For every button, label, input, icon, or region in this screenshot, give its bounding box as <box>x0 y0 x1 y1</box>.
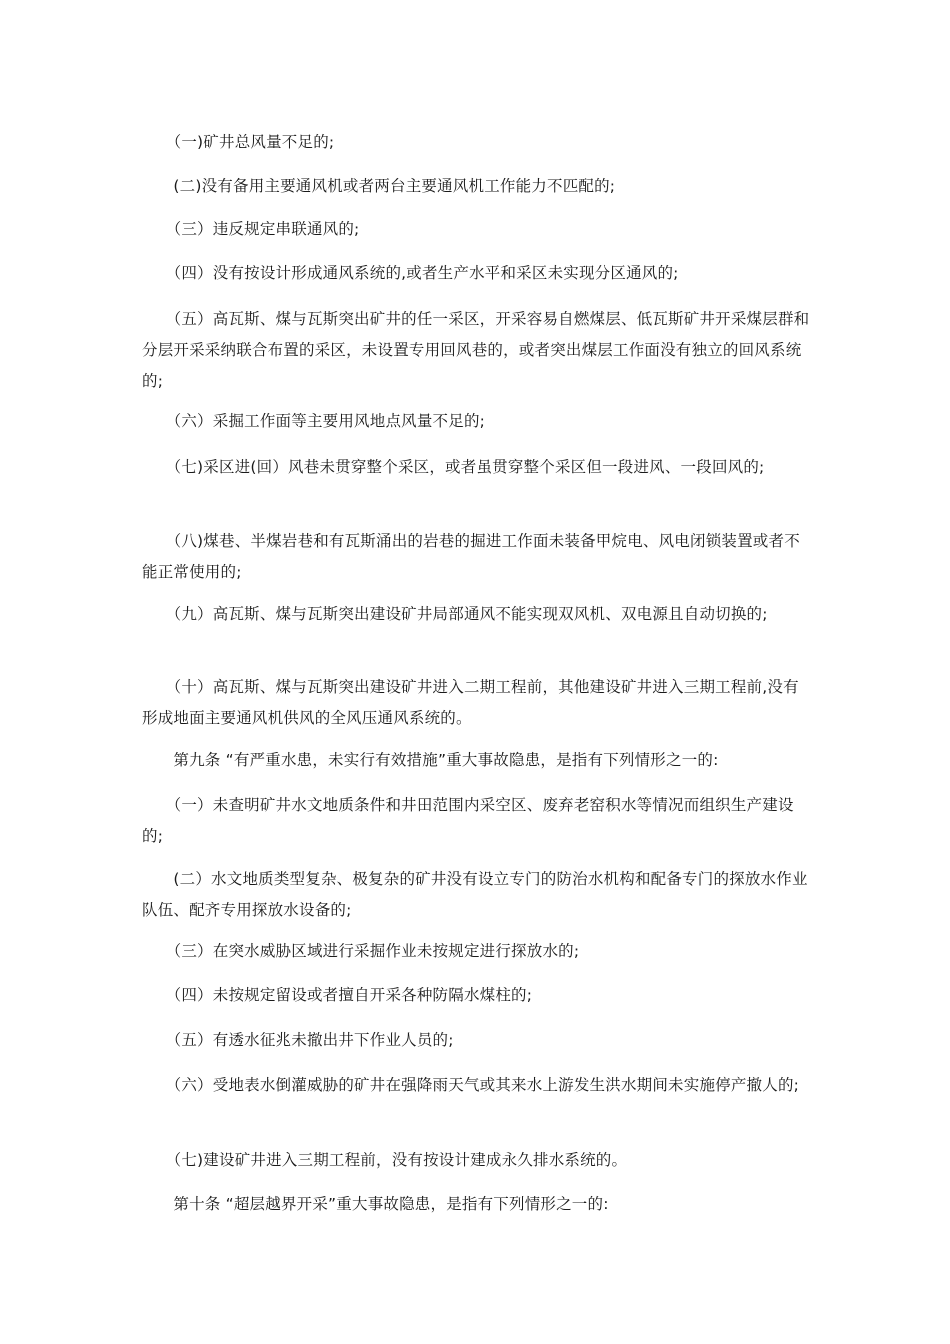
paragraph: （七)采区进(回）风巷未贯穿整个采区，或者虽贯穿整个采区但一段进风、一段回风的; <box>142 458 765 476</box>
paragraph: （四）没有按设计形成通风系统的,或者生产水平和采区未实现分区通风的; <box>142 264 679 282</box>
paragraph: 第十条 “超层越界开采”重大事故隐患，是指有下列情形之一的: <box>142 1195 609 1213</box>
paragraph: （六）采掘工作面等主要用风地点风量不足的; <box>142 412 486 430</box>
paragraph: （三）违反规定串联通风的; <box>142 220 360 238</box>
paragraph: （三）在突水威胁区域进行采掘作业未按规定进行探放水的; <box>142 942 580 960</box>
paragraph: （一）未查明矿井水文地质条件和井田范围内采空区、废弃老窑积水等情况而组织生产建设的; <box>142 796 794 845</box>
paragraph: （七)建设矿井进入三期工程前，没有按设计建成永久排水系统的。 <box>142 1151 628 1169</box>
paragraph: （五）有透水征兆未撤出井下作业人员的; <box>142 1031 454 1049</box>
paragraph: 第九条 “有严重水患，未实行有效措施”重大事故隐患，是指有下列情形之一的: <box>142 751 719 769</box>
paragraph: （一)矿井总风量不足的; <box>142 133 335 151</box>
paragraph: （六）受地表水倒灌威胁的矿井在强降雨天气或其来水上游发生洪水期间未实施停产撤人的; <box>142 1076 800 1094</box>
paragraph: （五）高瓦斯、煤与瓦斯突出矿井的任一采区，开采容易自燃煤层、低瓦斯矿井开采煤层群和分层开采采纳联合布置的采区，未设置专用回风巷的，或者突出煤层工作面没有独立的回风系统的; <box>142 310 810 390</box>
paragraph: （八)煤巷、半煤岩巷和有瓦斯涌出的岩巷的掘进工作面未装备甲烷电、风电闭锁装置或者不能正常使用的; <box>142 532 800 581</box>
paragraph: (二)没有备用主要通风机或者两台主要通风机工作能力不匹配的; <box>142 177 616 195</box>
paragraph: （十）高瓦斯、煤与瓦斯突出建设矿井进入二期工程前，其他建设矿井进入三期工程前,没有形成地面主要通风机供风的全风压通风系统的。 <box>142 678 799 727</box>
paragraph: (二）水文地质类型复杂、极复杂的矿井没有设立专门的防治水机构和配备专门的探放水作业队伍、配齐专用探放水设备的; <box>142 870 808 919</box>
paragraph: （九）高瓦斯、煤与瓦斯突出建设矿井局部通风不能实现双风机、双电源且自动切换的; <box>142 605 768 623</box>
paragraph: （四）未按规定留设或者擅自开采各种防隔水煤柱的; <box>142 986 533 1004</box>
